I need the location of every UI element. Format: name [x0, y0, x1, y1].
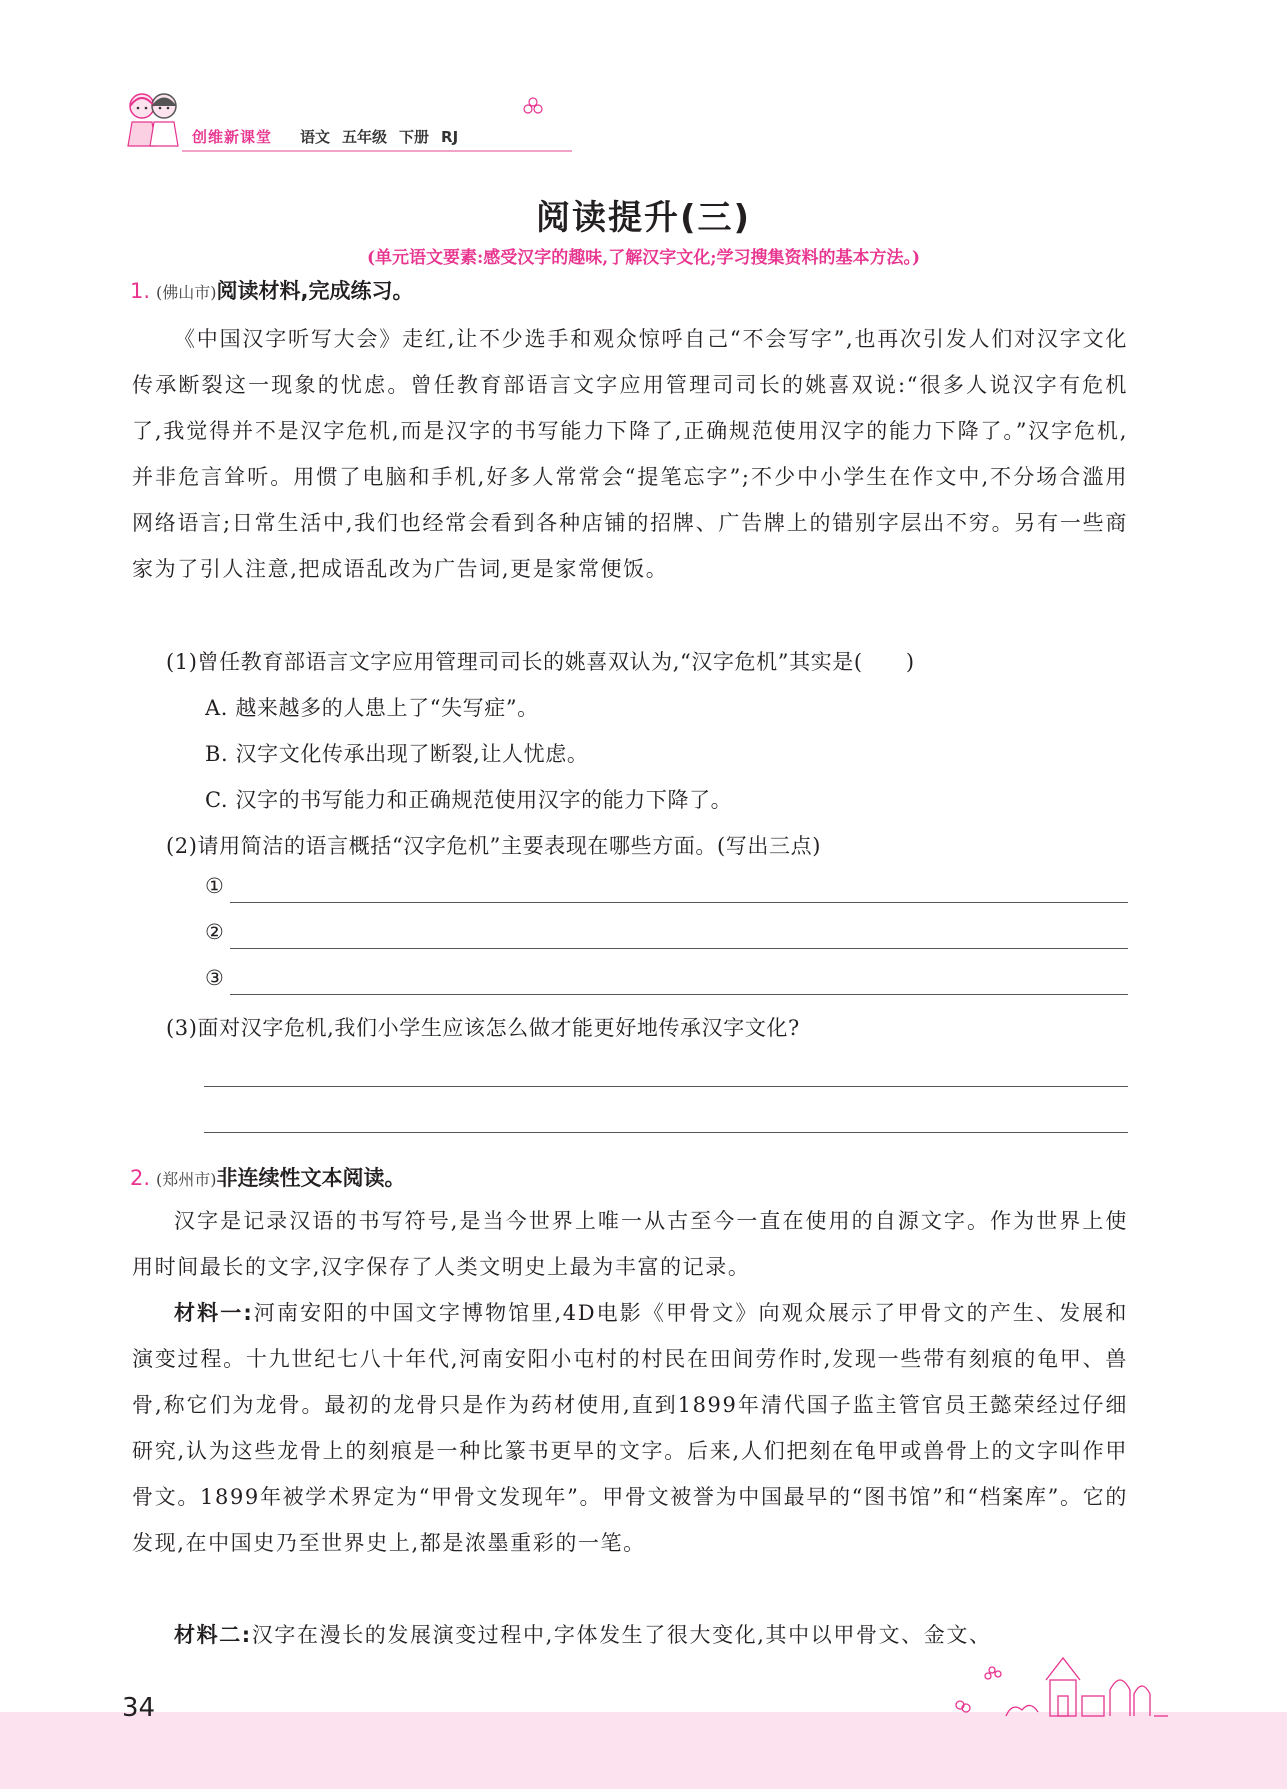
unit-elements: (单元语文要素:感受汉字的趣味,了解汉字文化;学习搜集资料的基本方法。) [366, 248, 921, 268]
answer-marker-3: ③ [205, 966, 225, 990]
q1-sub3-question: (3)面对汉字危机,我们小学生应该怎么做才能更好地传承汉字文化? [166, 1016, 800, 1040]
material-2-label: 材料二: [174, 1623, 252, 1647]
grade: 五年级 [342, 128, 388, 146]
subject: 语文 [300, 128, 331, 146]
page-title: 阅读提升(三) [535, 198, 752, 238]
material-2-text: 汉字在漫长的发展演变过程中,字体发生了很大变化,其中以甲骨文、金文、 [251, 1623, 992, 1647]
q1-option-c[interactable]: C. 汉字的书写能力和正确规范使用汉字的能力下降了。 [205, 788, 733, 812]
castle-trees-icon [950, 1650, 1170, 1720]
material-1-text: 河南安阳的中国文字博物馆里,4D电影《甲骨文》向观众展示了甲骨文的产生、发展和演变过程。十九世纪七八十年代,河南安阳小屯村的村民在田间劳作时,发现一些带有刻痕的龟甲、兽骨,称它们为龙骨。最初的龙骨只是作为药材使用,直到1899年清代国子监主管官员王懿荣经过仔细研究,认为这些龙骨上的刻痕是一种比篆书更早的文字。后来,人们把刻在龟甲或兽骨上的文字叫作甲骨文。1899年被学术界定为“甲骨文发现年”。甲骨文被誉为中国最早的“图书馆”和“档案库”。它的发现,在中国史乃至世界史上,都是浓墨重彩的一笔。 [132, 1301, 1128, 1555]
q1-passage: 《中国汉字听写大会》走红,让不少选手和观众惊呼自己“不会写字”,也再次引发人们对汉字文化传承断裂这一现象的忧虑。曾任教育部语言文字应用管理司司长的姚喜双说:“很多人说汉字有危机了,我觉得并不是汉字危机,而是汉字的书写能力下降了,正确规范使用汉字的能力下降了。”汉字危机,并非危言耸听。用惯了电脑和手机,好多人常常会“提笔忘字”;不少中小学生在作文中,不分场合滥用网络语言;日常生活中,我们也经常会看到各种店铺的招牌、广告牌上的错别字层出不穷。另有一些商家为了引人注意,把成语乱改为广告词,更是家常便饭。 [132, 327, 1128, 581]
answer-line-2[interactable] [230, 948, 1128, 949]
book-info [300, 126, 470, 147]
edition: RJ [441, 128, 459, 146]
page-number: 34 [122, 1693, 156, 1723]
q2-heading [130, 1162, 406, 1192]
footer-band [0, 1712, 1287, 1789]
q1-option-b[interactable]: B. 汉字文化传承出现了断裂,让人忧虑。 [205, 742, 589, 766]
q2-intro: 汉字是记录汉语的书写符号,是当今世界上唯一从古至今一直在使用的自源文字。作为世界上使用时间最长的文字,汉字保存了人类文明史上最为丰富的记录。 [132, 1209, 1128, 1279]
cartoon-girls-icon [122, 88, 186, 154]
q1-option-a[interactable]: A. 越来越多的人患上了“失写症”。 [205, 696, 539, 720]
q2-number: 2. [130, 1166, 151, 1190]
answer-marker-2: ② [205, 920, 225, 944]
page-header [122, 88, 542, 158]
answer-marker-1: ① [205, 874, 225, 898]
answer-line-4[interactable] [204, 1086, 1128, 1087]
q2-city: (郑州市) [156, 1170, 217, 1189]
answer-line-3[interactable] [230, 994, 1128, 995]
q1-city: (佛山市) [156, 283, 217, 302]
q1-heading [130, 275, 414, 305]
answer-line-1[interactable] [230, 902, 1128, 903]
q1-sub1-question: (1)曾任教育部语言文字应用管理司司长的姚喜双认为,“汉字危机”其实是( ) [166, 650, 915, 674]
q1-instruction: 阅读材料,完成练习。 [216, 279, 414, 303]
flower-icon [523, 97, 543, 117]
q1-number: 1. [130, 279, 151, 303]
brand-name: 创维新课堂 [192, 128, 273, 146]
answer-line-5[interactable] [204, 1132, 1128, 1133]
q2-instruction: 非连续性文本阅读。 [216, 1166, 406, 1190]
volume: 下册 [399, 128, 430, 146]
q2-material-1 [132, 1290, 1128, 1566]
q1-sub2-question: (2)请用简洁的语言概括“汉字危机”主要表现在哪些方面。(写出三点) [166, 834, 822, 858]
material-1-label: 材料一: [174, 1301, 254, 1325]
header-rule [182, 150, 572, 152]
